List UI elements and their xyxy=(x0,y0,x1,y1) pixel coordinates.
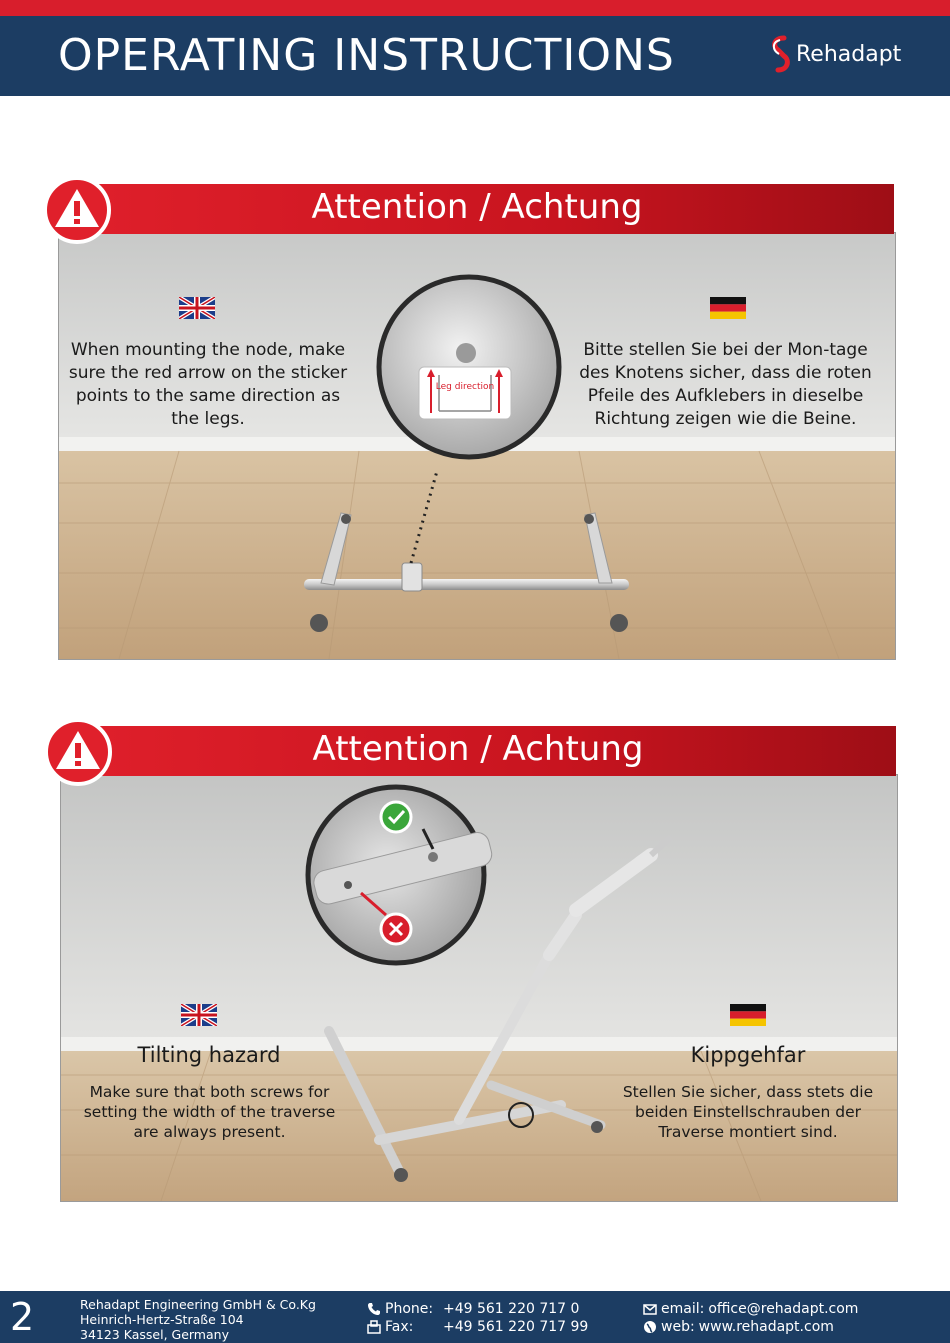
uk-flag-icon xyxy=(179,297,215,319)
brand-logo xyxy=(766,32,936,82)
attention-banner-2 xyxy=(60,726,896,776)
banner-title-2: Attention / Achtung xyxy=(312,729,644,769)
email-label: email: xyxy=(661,1301,705,1317)
company-city: 34123 Kassel, Germany xyxy=(80,1327,229,1342)
brand-name: Rehadapt xyxy=(796,42,902,67)
globe-icon xyxy=(643,1320,657,1334)
heading-en-2: Tilting hazard xyxy=(137,1043,281,1067)
phone-number[interactable]: +49 561 220 717 0 xyxy=(443,1301,580,1317)
web-link[interactable]: www.rehadapt.com xyxy=(698,1319,834,1335)
phone-label: Phone: xyxy=(385,1301,434,1317)
phone-icon xyxy=(367,1302,381,1316)
instruction-text-de-2: Stellen Sie sicher, dass stets die beiden Einstellschrauben der Traverse montiert sind. xyxy=(622,1083,874,1141)
document-title: OPERATING INSTRUCTIONS xyxy=(58,30,675,81)
warning-icon xyxy=(42,175,112,245)
footer-bar xyxy=(0,1291,950,1343)
header-bar xyxy=(0,0,950,96)
instruction-text-de-1: Bitte stellen Sie bei der Mon-tage des Knotens sicher, dass die roten Pfeile des Aufklebers in dieselbe Richtung zeigen wie die Beine. xyxy=(579,340,872,429)
attention-banner-1 xyxy=(60,184,894,234)
contact-email-web xyxy=(643,1300,858,1336)
banner-title-1: Attention / Achtung xyxy=(311,187,643,227)
instruction-text-en-2: Make sure that both screws for setting the width of the traverse are always present. xyxy=(83,1083,336,1141)
rehadapt-logo-icon xyxy=(766,32,796,82)
check-icon xyxy=(381,802,411,832)
header-red-stripe xyxy=(0,0,950,16)
sticker-label: Leg direction xyxy=(435,382,495,392)
page-number: 2 xyxy=(10,1295,35,1339)
fax-number: +49 561 220 717 99 xyxy=(443,1319,589,1335)
fax-icon xyxy=(367,1320,381,1334)
company-name: Rehadapt Engineering GmbH & Co.Kg xyxy=(80,1297,316,1312)
web-label: web: xyxy=(661,1319,695,1335)
email-link[interactable]: office@rehadapt.com xyxy=(708,1301,859,1317)
warning-icon xyxy=(43,717,113,787)
contact-phone-fax xyxy=(367,1300,588,1336)
fax-label: Fax: xyxy=(385,1319,414,1335)
german-flag-icon xyxy=(710,297,746,319)
heading-de-2: Kippgehfar xyxy=(690,1043,806,1067)
german-flag-icon xyxy=(730,1004,766,1026)
uk-flag-icon xyxy=(181,1004,217,1026)
instruction-text-en-1: When mounting the node, make sure the red arrow on the sticker points to the same direction as the legs. xyxy=(68,340,348,429)
company-street: Heinrich-Hertz-Straße 104 xyxy=(80,1312,244,1327)
email-icon xyxy=(643,1302,657,1316)
company-address xyxy=(80,1297,316,1342)
